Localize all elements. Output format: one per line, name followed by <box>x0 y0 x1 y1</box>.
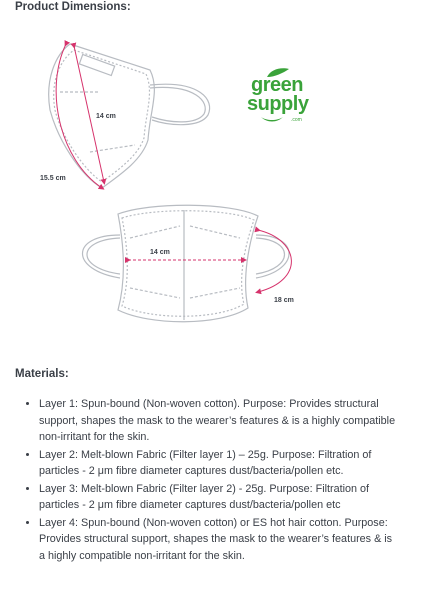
list-item: • Layer 3: Melt-blown Fabric (Filter layer 2) - 25g. Purpose: Filtration of particles - 2 μm fibre diameter captures dust/bacteria/pollen etc <box>39 481 399 514</box>
strap-length-label: 18 cm <box>274 297 294 304</box>
front-view-mask <box>83 205 290 322</box>
materials-list <box>22 396 399 565</box>
list-item: • Layer 2: Melt-blown Fabric (Filter layer 1) – 25g. Purpose: Filtration of particles - 2 μm fibre diameter captures dust/bacteria/pollen etc. <box>39 447 399 480</box>
product-dimensions-heading: Product Dimensions: <box>15 1 131 13</box>
front-width-label: 14 cm <box>150 249 170 256</box>
list-item: • Layer 4: Spun-bound (Non-woven cotton) or ES hot hair cotton. Purpose: Provides structural support, shapes the mask to the wearer’s features & is a highly compatible non-irritant for the skin. <box>39 515 399 565</box>
logo-domain: .com <box>291 117 302 123</box>
side-length-label: 15.5 cm <box>40 175 66 182</box>
side-view-mask <box>49 44 210 188</box>
leaf-swoosh-icon <box>259 113 285 125</box>
side-width-label: 14 cm <box>96 113 116 120</box>
logo-line-1: green <box>251 74 303 96</box>
logo-line-2: supply <box>247 93 309 115</box>
green-supply-logo <box>243 67 323 129</box>
list-item: • Layer 1: Spun-bound (Non-woven cotton). Purpose: Provides structural support, shapes the mask to the wearer’s features & is a highly compatible non-irritant for the skin. <box>39 396 399 446</box>
materials-heading: Materials: <box>15 368 69 380</box>
